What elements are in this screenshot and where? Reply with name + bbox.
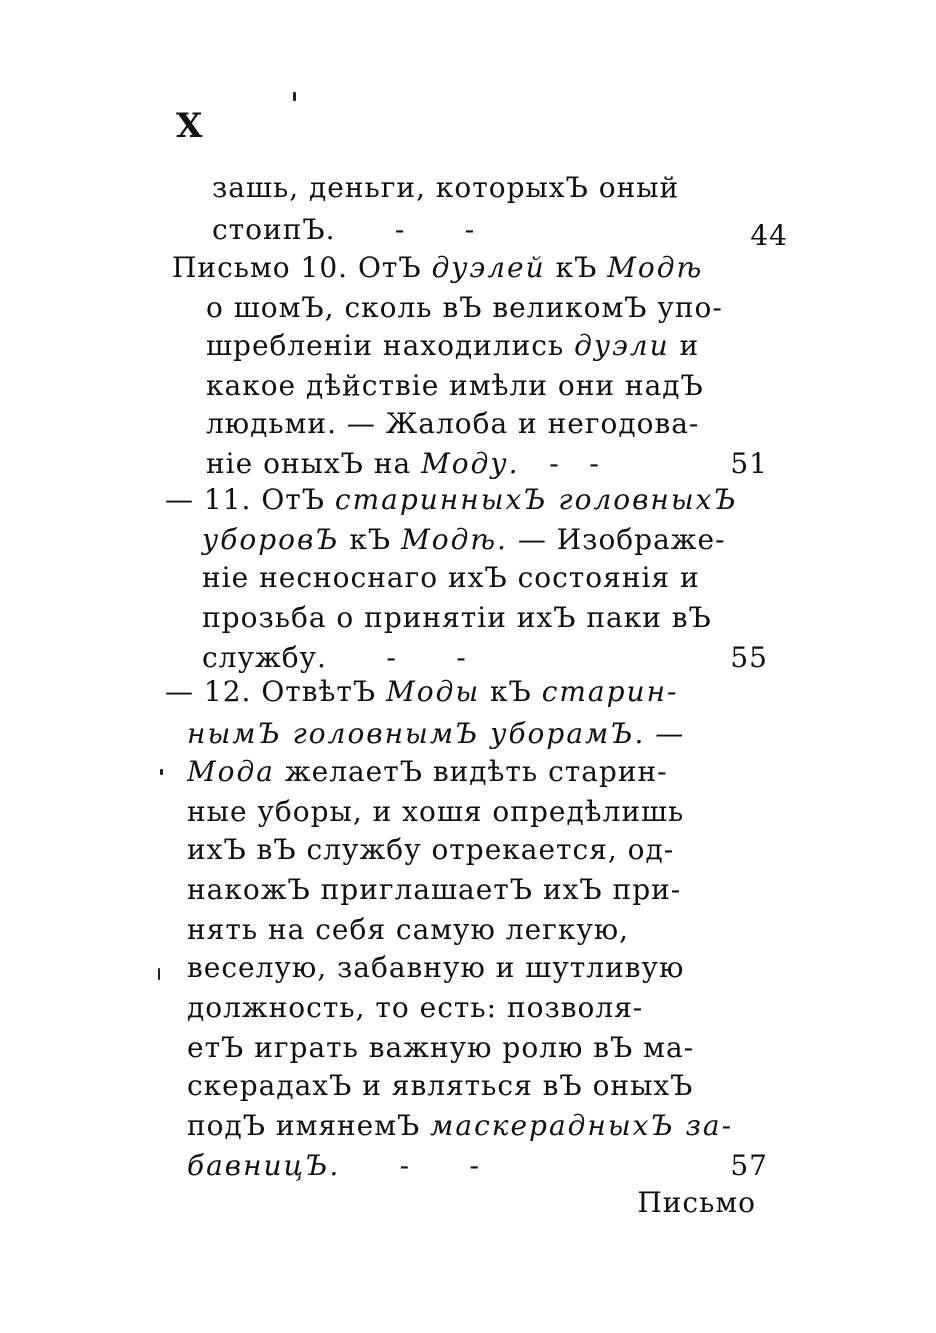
text-run: скерадахЪ и являться вЪ оныхЪ: [187, 1069, 694, 1102]
text-run: о шомЪ, сколь вЪ великомЪ упо-: [206, 291, 723, 324]
text-run: веселую, забавную и шутливую: [187, 951, 685, 984]
text-run: Письмо 10. ОтЪ: [172, 251, 432, 284]
ink-speck: [293, 92, 296, 101]
italic-text: старин-: [541, 675, 679, 708]
toc-line: [187, 1066, 768, 1106]
text-run: желаетЪ видѣть старин-: [274, 755, 668, 788]
toc-line: [212, 210, 788, 252]
toc-line: [187, 1106, 768, 1146]
page-reference: 51: [730, 447, 768, 480]
text-run: етЪ играть важную ролю вЪ ма-: [187, 1031, 695, 1064]
italic-text: Мода: [187, 755, 275, 788]
italic-text: старинныхЪ головныхЪ: [334, 483, 738, 516]
text-run: ихЪ вЪ службу отрекается, од-: [187, 833, 675, 866]
page-reference: 55: [730, 641, 768, 674]
text-run: - -: [519, 447, 600, 480]
text-run: кЪ: [480, 675, 542, 708]
italic-text: Модѣ.: [401, 523, 508, 556]
italic-text: дуэлей: [431, 251, 546, 284]
toc-line: [202, 520, 768, 560]
text-run: стоипЪ. - -: [212, 213, 476, 246]
italic-text: бавницЪ.: [187, 1149, 341, 1182]
text-run: — Изображе-: [507, 523, 726, 556]
toc-line: [206, 326, 768, 366]
page-reference: 44: [750, 219, 788, 252]
text-run: кЪ: [339, 523, 402, 556]
text-run: какое дѣйствіе имѣли они надЪ: [206, 369, 704, 402]
toc-line: [172, 248, 768, 288]
text-run: нять на себя самую легкую,: [187, 913, 630, 946]
italic-text: маскерадныхЪ за-: [430, 1109, 734, 1142]
toc-line: [206, 404, 768, 444]
italic-text: Моду.: [421, 447, 520, 480]
toc-line: [165, 672, 768, 712]
toc-line: [187, 792, 768, 832]
toc-line: [206, 366, 768, 406]
toc-line: [202, 598, 768, 638]
text-run: и: [669, 329, 700, 362]
italic-text: нымЪ головнымЪ уборамЪ.: [187, 717, 646, 750]
italic-text: Моды: [386, 675, 481, 708]
page-reference: 57: [730, 1149, 768, 1182]
text-run: службу. - -: [202, 641, 467, 674]
toc-line: [187, 1028, 768, 1068]
text-run: — 12. ОтвѣтЪ: [165, 675, 387, 708]
toc-line: [187, 1146, 768, 1186]
ink-speck: [160, 769, 163, 775]
text-run: прозьба о принятіи ихЪ паки вЪ: [202, 601, 712, 634]
text-run: накожЪ приглашаетЪ ихЪ при-: [187, 873, 682, 906]
text-run: — 11. ОтЪ: [165, 483, 335, 516]
ink-speck: [158, 968, 160, 980]
toc-line: [187, 830, 768, 870]
toc-line: [165, 480, 768, 520]
text-run: ніе оныхЪ на: [206, 447, 422, 480]
toc-line: [187, 910, 768, 950]
toc-line: [206, 444, 768, 484]
toc-line: [187, 870, 768, 910]
toc-line: [202, 558, 768, 598]
italic-text: дуэли: [574, 329, 670, 362]
text-run: людьми. — Жалоба и негодова-: [206, 407, 700, 440]
toc-line: [187, 714, 768, 754]
catchword: Письмо: [637, 1186, 756, 1219]
toc-line: [187, 948, 768, 988]
toc-line: [187, 752, 768, 792]
text-run: ніе несноснаго ихЪ состоянія и: [202, 561, 700, 594]
running-head: X: [176, 106, 204, 146]
italic-text: уборовЪ: [202, 523, 340, 556]
text-run: кЪ: [545, 251, 608, 284]
text-run: —: [645, 717, 685, 750]
text-run: - -: [340, 1149, 480, 1182]
text-run: подЪ имянемЪ: [187, 1109, 431, 1142]
toc-line: [187, 988, 768, 1028]
text-run: ные уборы, и хошя опредѣлишь: [187, 795, 685, 828]
italic-text: Модѣ: [607, 251, 704, 284]
text-run: должность, то есть: позволя-: [187, 991, 644, 1024]
text-run: зашь, деньги, которыхЪ оный: [212, 171, 680, 204]
toc-line: [212, 168, 780, 208]
toc-line: [206, 288, 768, 328]
text-run: шребленіи находились: [206, 329, 575, 362]
